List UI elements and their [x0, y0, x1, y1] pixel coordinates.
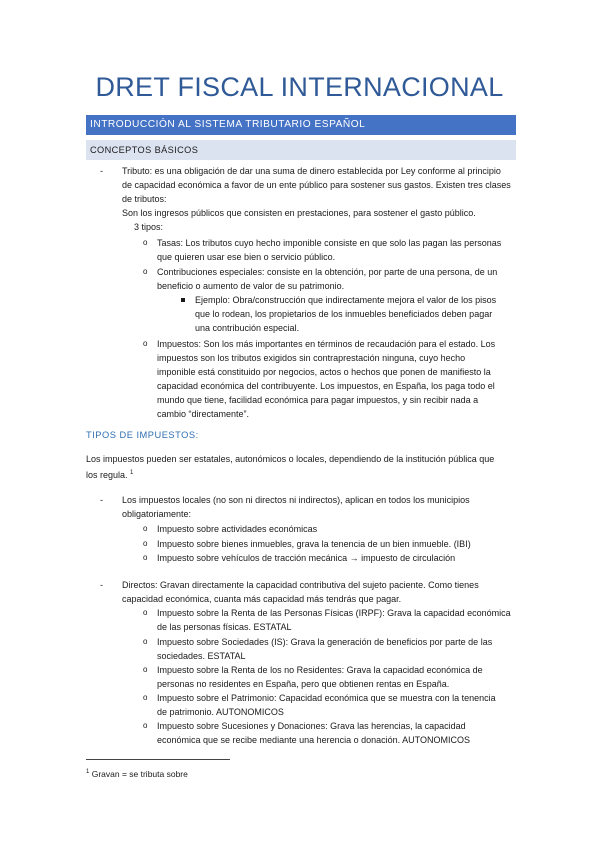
list-marker: o — [143, 238, 148, 247]
list-item-line: de las personas físicas. ESTATAL — [157, 622, 292, 632]
paragraph-line: de tributos: — [122, 194, 167, 204]
list-marker: - — [100, 495, 103, 505]
list-marker: o — [143, 539, 148, 548]
list-item-line: mundo que tiene, facilidad económica para pagar impuestos, y sin recibir nada a — [157, 395, 479, 405]
list-marker: o — [143, 553, 148, 562]
list-marker: o — [143, 608, 148, 617]
list-item-line: Tasas: Los tributos cuyo hecho imponible consiste en que solo las pagan las personas — [157, 238, 502, 248]
list-item-line: imponible está constituido por negocios, actos o hechos que ponen de manifiesto la — [157, 367, 491, 377]
list-item-line: económica que se recibe mediante una herencia o donación. AUTONOMICOS — [157, 735, 471, 745]
paragraph-line: de capacidad económica a favor de un ente público para sostener sus gastos. Existen tres clases — [122, 180, 511, 190]
footnote-divider — [86, 759, 230, 760]
paragraph-line: 3 tipos: — [134, 222, 164, 232]
list-item-line: Impuesto sobre el Patrimonio: Capacidad económica que se muestra con la tenencia — [157, 693, 496, 703]
document-title: DRET FISCAL INTERNACIONAL — [95, 72, 504, 102]
list-marker: - — [100, 580, 103, 590]
footnote-reference[interactable]: 1 — [130, 470, 134, 476]
paragraph-line: Los impuestos locales (no son ni directos ni indirectos), aplican en todos los municipios — [122, 495, 470, 505]
list-item-line: beneficio o aumento de valor de su patrimonio. — [157, 281, 345, 291]
list-item: Impuesto sobre bienes inmuebles, grava la tenencia de un bien inmueble. (IBI) — [157, 539, 471, 549]
paragraph-line: Son los ingresos públicos que consisten en prestaciones, para sostener el gasto público. — [122, 208, 476, 218]
list-item-line: Impuesto sobre Sucesiones y Donaciones: Grava las herencias, la capacidad — [157, 721, 466, 731]
square-bullet-icon — [181, 298, 185, 302]
list-item-line: que quieren usar ese bien o servicio público. — [157, 252, 336, 262]
list-item-line: Impuestos: Son los más importantes en términos de recaudación para el estado. Los — [157, 339, 496, 349]
list-item: Impuesto sobre actividades económicas — [157, 524, 318, 534]
list-item-line: impuestos son los tributos exigidos sin contraprestación ninguna, cuyo hecho — [157, 353, 466, 363]
list-marker: o — [143, 721, 148, 730]
heading-tipos-de-impuestos: TIPOS DE IMPUESTOS: — [86, 430, 199, 440]
list-item-line: Impuesto sobre Sociedades (IS): Grava la generación de beneficios por parte de las — [157, 637, 493, 647]
list-marker: o — [143, 637, 148, 646]
paragraph-line: Tributo: es una obligación de dar una suma de dinero establecida por Ley conforme al principio — [122, 166, 501, 176]
list-item: Impuesto sobre vehículos de tracción mecánica → impuesto de circulación — [157, 553, 456, 563]
list-item-line: Contribuciones especiales: consiste en la obtención, por parte de una persona, de un — [157, 267, 498, 277]
list-item-line: Impuesto sobre la Renta de los no Residentes: Grava la capacidad económica de — [157, 665, 483, 675]
list-item-line: sociedades. ESTATAL — [157, 651, 246, 661]
paragraph-line: los regula. $^1$ — [86, 470, 134, 480]
list-item-line: capacidad económica del contribuyente. Los impuestos, en España, los paga todo el — [157, 381, 495, 391]
list-item-line: cambio “directamente”. — [157, 409, 250, 419]
example-line: una contribución especial. — [195, 323, 300, 333]
heading-introduccion: INTRODUCCIÓN AL SISTEMA TRIBUTARIO ESPAÑOL — [86, 115, 516, 135]
list-marker: - — [100, 166, 103, 176]
list-item-line: de patrimonio. AUTONOMICOS — [157, 707, 284, 717]
list-marker: o — [143, 665, 148, 674]
footnote: $^1$ Gravan = se tributa sobre — [86, 768, 188, 779]
list-item-line: personas no residentes en España, pero que obtienen rentas en España. — [157, 679, 450, 689]
example-line: Ejemplo: Obra/construcción que indirectamente mejora el valor de los pisos — [195, 295, 497, 305]
example-line: que lo rodean, los propietarios de los inmuebles beneficiados deben pagar — [195, 309, 493, 319]
list-marker: o — [143, 267, 148, 276]
list-marker: o — [143, 524, 148, 533]
list-item-line: Impuesto sobre la Renta de las Personas Físicas (IRPF): Grava la capacidad económica — [157, 608, 511, 618]
heading-conceptos-basicos: CONCEPTOS BÁSICOS — [86, 140, 516, 160]
paragraph-line: Directos: Gravan directamente la capacidad contributiva del sujeto paciente. Como tienes — [122, 580, 479, 590]
list-marker: o — [143, 693, 148, 702]
paragraph-line: capacidad económica, cuanta más capacidad más tendrás que pagar. — [122, 594, 402, 604]
paragraph-line: Los impuestos pueden ser estatales, autonómicos o locales, dependiendo de la institución pública que — [86, 454, 495, 464]
list-marker: o — [143, 339, 148, 348]
paragraph-line: obligatoriamente: — [122, 509, 192, 519]
